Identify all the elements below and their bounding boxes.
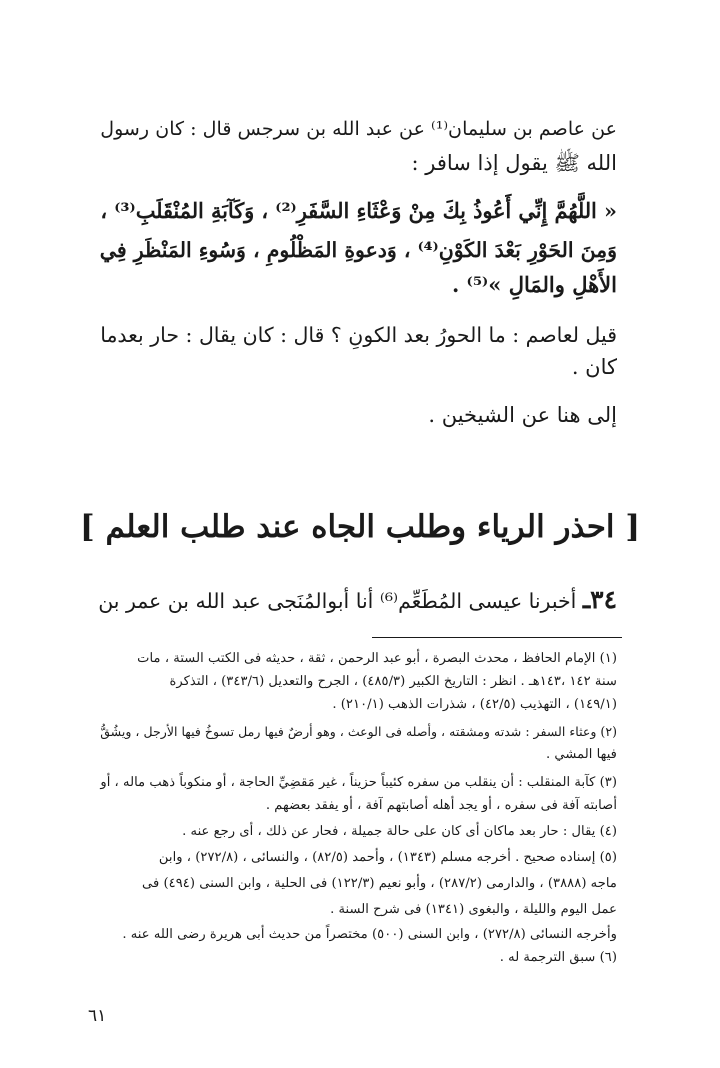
hadith-number: ٣٤ـ (582, 585, 617, 614)
hadith-text: أخبرنا عيسى المُطَعِّم⁽⁶⁾ أنا أبوالمُنَجى عبد الله بن عمر بن (98, 589, 577, 613)
dua-line-2: وَمِنَ الحَوْرِ بَعْدَ الكَوْنِ⁽⁴⁾ ، وَدعوةِ المَظْلُومِ ، وَسُوءِ المَنْظَرِ فِي (99, 238, 617, 262)
footnote-line: (١) الإمام الحافظ ، محدث البصرة ، أبو عبد الرحمن ، ثقة ، حديثه فى الكتب الستة ، مات (137, 651, 617, 666)
dua-line-1: « اللَّهُمَّ إِنِّي أَعُوذُ بِكَ مِنْ وَعْثَاءِ السَّفَرِ⁽²⁾ ، وَكَآبَةِ المُنْقَلَبِ⁽³⁾ ، (100, 199, 617, 223)
footnote-line: سنة ١٤٢ ،١٤٣هـ . انظر : التاريخ الكبير (٤٨٥/٣) ، الجرح والتعديل (٣٤٣/٦) ، التذكرة (169, 674, 617, 689)
footnote-line: (١٤٩/١) ، التهذيب (٤٢/٥) ، شذرات الذهب (٢١٠/١) . (332, 697, 617, 712)
page-number: ٦١ (88, 1006, 107, 1026)
hadith-34 (98, 583, 617, 618)
question-line-2: كان . (571, 355, 617, 379)
narration-line-1: عن عاصم بن سليمان⁽¹⁾ عن عبد الله بن سرجس قال : كان رسول (100, 118, 617, 140)
footnote-line: (٢) وعثاء السفر : شدته ومشقته ، وأصله فى الوعث ، وهو أرضٌ فيها رمل تسوخُ فيها الأرجل ، ويشُقُّ (100, 724, 617, 739)
section-heading: [ احذر الرياء وطلب الجاه عند طلب العلم ] (79, 509, 640, 545)
closing-line: إلى هنا عن الشيخين . (428, 403, 617, 427)
footnote-divider (372, 637, 622, 638)
dua-line-3: الأَهْلِ والمَالِ »⁽⁵⁾ . (451, 272, 617, 297)
footnote-line: (٣) كآبة المنقلب : أن ينقلب من سفره كئيباً حزيناً ، غير مَقضِيِّ الحاجة ، أو منكوباً ذهب ماله ، أو (100, 775, 617, 790)
footnote-line: أصابته آفة فى سفره ، أو يجد أهله أصابتهم آفة ، أو يفقد بعضهم . (265, 798, 617, 813)
footnote-line: عمل اليوم والليلة ، والبغوى (١٣٤١) فى شرح السنة . (330, 902, 617, 917)
footnote-line: وأخرجه النسائى (٢٧٢/٨) ، وابن السنى (٥٠٠) مختصراً من حديث أبى هريرة رضى الله عنه . (122, 927, 617, 942)
question-line-1: قيل لعاصم : ما الحورُ بعد الكونِ ؟ قال : كان يقال : حار بعدما (100, 323, 617, 347)
footnote-line: (٤) يقال : حار بعد ماكان أى كان على حالة جميلة ، فحار عن ذلك ، أى رجع عنه . (182, 824, 617, 839)
footnote-line: (٥) إسناده صحيح . أخرجه مسلم (١٣٤٣) ، وأحمد (٨٢/٥) ، والنسائى ، (٢٧٢/٨) ، وابن (158, 850, 617, 865)
narration-line-2: الله ﷺ يقول إذا سافر : (411, 151, 617, 175)
footnote-line: فيها المشي . (545, 747, 617, 762)
footnote-line: (٦) سبق الترجمة له . (499, 950, 617, 965)
footnote-line: ماجه (٣٨٨٨) ، والدارمى (٢٨٧/٢) ، وأبو نعيم (١٢٢/٣) فى الحلية ، وابن السنى (٤٩٤) فى (141, 876, 617, 891)
